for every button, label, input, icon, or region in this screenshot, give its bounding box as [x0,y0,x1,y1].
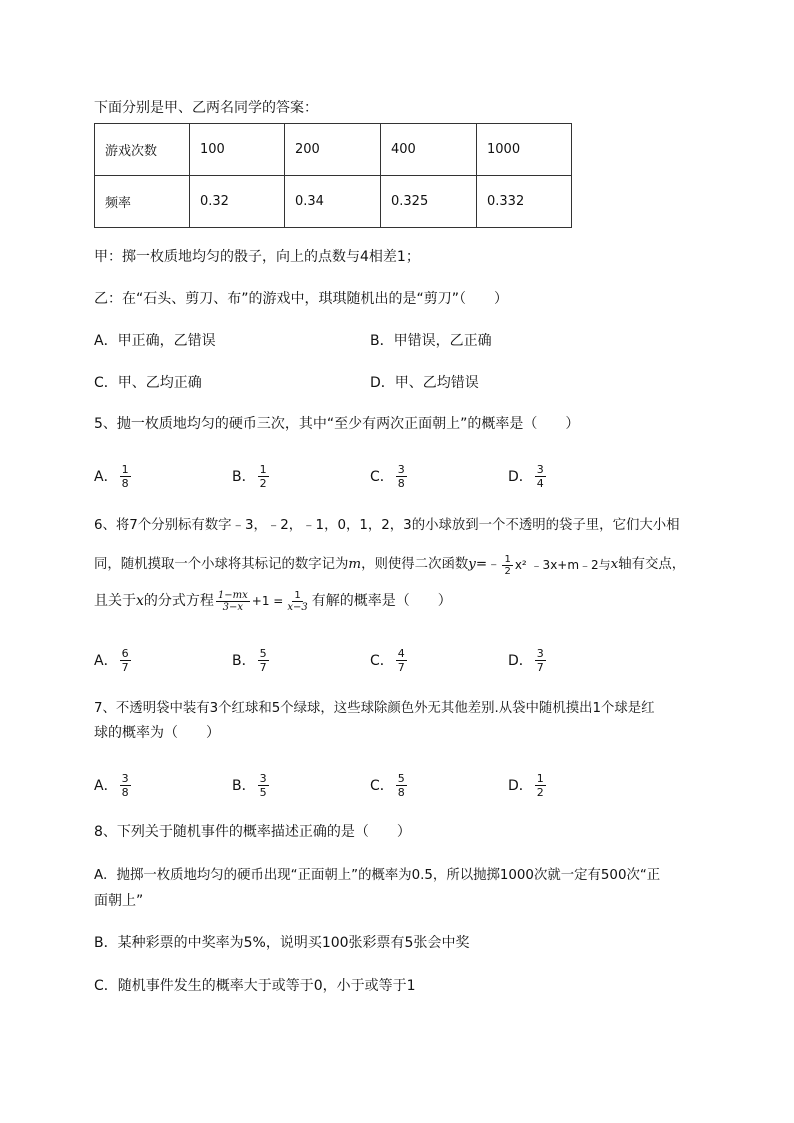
q5-option-d: D． $\frac{3}{4}$ [508,462,544,490]
q6-line-1: 6、将7个分别标有数字﹣3，﹣2，﹣1，0，1，2，3的小球放到一个不透明的袋子里，它们大小相 [94,518,680,533]
q6-option-b: B． $\frac{5}{7}$ [232,646,267,674]
q7-options [94,765,694,805]
q4-jia-statement: 甲：掷一枚质地均匀的骰子，向上的点数与4相差1； [94,249,420,265]
q4-option-b: B．甲错误，乙正确 [370,333,492,349]
table-row [95,124,572,176]
q5-option-b: B． $\frac{1}{2}$ [232,462,267,490]
q8-option-a-line-2: 面朝上” [94,893,144,909]
table-cell: 0.34 [285,176,381,228]
q5-option-c: C． $\frac{3}{8}$ [370,462,405,490]
q7-line-2: 球的概率为（ ） [94,725,220,741]
q7-option-b: B． $\frac{3}{5}$ [232,771,267,799]
q6-option-a: A． $\frac{6}{7}$ [94,646,129,674]
table-cell: 0.32 [190,176,285,228]
q6-line-2: 同，随机摸取一个小球将其标记的数字记为 m ，则使得二次函数 y =﹣ $\frac{1}{2}$ x² ﹣3x+m﹣2与 x 轴有交点， [94,553,686,577]
q6-option-d: D． $\frac{3}{7}$ [508,646,544,674]
q5-options [94,456,694,496]
q4-yi-statement: 乙：在“石头、剪刀、布”的游戏中，琪琪随机出的是“剪刀”（ ） [94,291,509,307]
q8-option-a-line-1: A．抛掷一枚质地均匀的硬币出现“正面朝上”的概率为0.5，所以抛掷1000次就一定有500次“正 [94,868,661,883]
q7-option-a: A． $\frac{3}{8}$ [94,771,129,799]
q4-option-d: D．甲、乙均错误 [370,375,479,391]
q7-option-c: C． $\frac{5}{8}$ [370,771,405,799]
q8-stem: 8、下列关于随机事件的概率描述正确的是（ ） [94,824,411,840]
q6-options [94,640,694,680]
table-cell: 频率 [95,176,190,228]
intro-text: 下面分别是甲、乙两名同学的答案： [94,100,318,116]
q4-option-c: C．甲、乙均正确 [94,375,202,391]
q5-option-a: A． $\frac{1}{8}$ [94,462,129,490]
q8-option-c: C．随机事件发生的概率大于或等于0，小于或等于1 [94,978,416,994]
table-cell: 400 [381,124,477,176]
table-cell: 1000 [477,124,572,176]
table-row [95,176,572,228]
frequency-table [94,123,572,228]
table-cell: 0.325 [381,176,477,228]
q7-line-1: 7、不透明袋中装有3个红球和5个绿球，这些球除颜色外无其他差别.从袋中随机摸出1个球是红 [94,701,655,716]
table-cell: 游戏次数 [95,124,190,176]
q4-option-a: A．甲正确，乙错误 [94,333,216,349]
q6-option-c: C． $\frac{4}{7}$ [370,646,405,674]
q5-stem: 5、抛一枚质地均匀的硬币三次，其中“至少有两次正面朝上”的概率是（ ） [94,416,580,432]
q6-line-3: 且关于 x 的分式方程 $\frac{1-mx}{3-x}$ +1 = $\frac{1}{x-3}$ 有解的概率是（ ） [94,589,452,613]
q8-option-b: B．某种彩票的中奖率为5%，说明买100张彩票有5张会中奖 [94,935,470,951]
q7-option-d: D． $\frac{1}{2}$ [508,771,544,799]
table-cell: 0.332 [477,176,572,228]
table-cell: 200 [285,124,381,176]
table-cell: 100 [190,124,285,176]
